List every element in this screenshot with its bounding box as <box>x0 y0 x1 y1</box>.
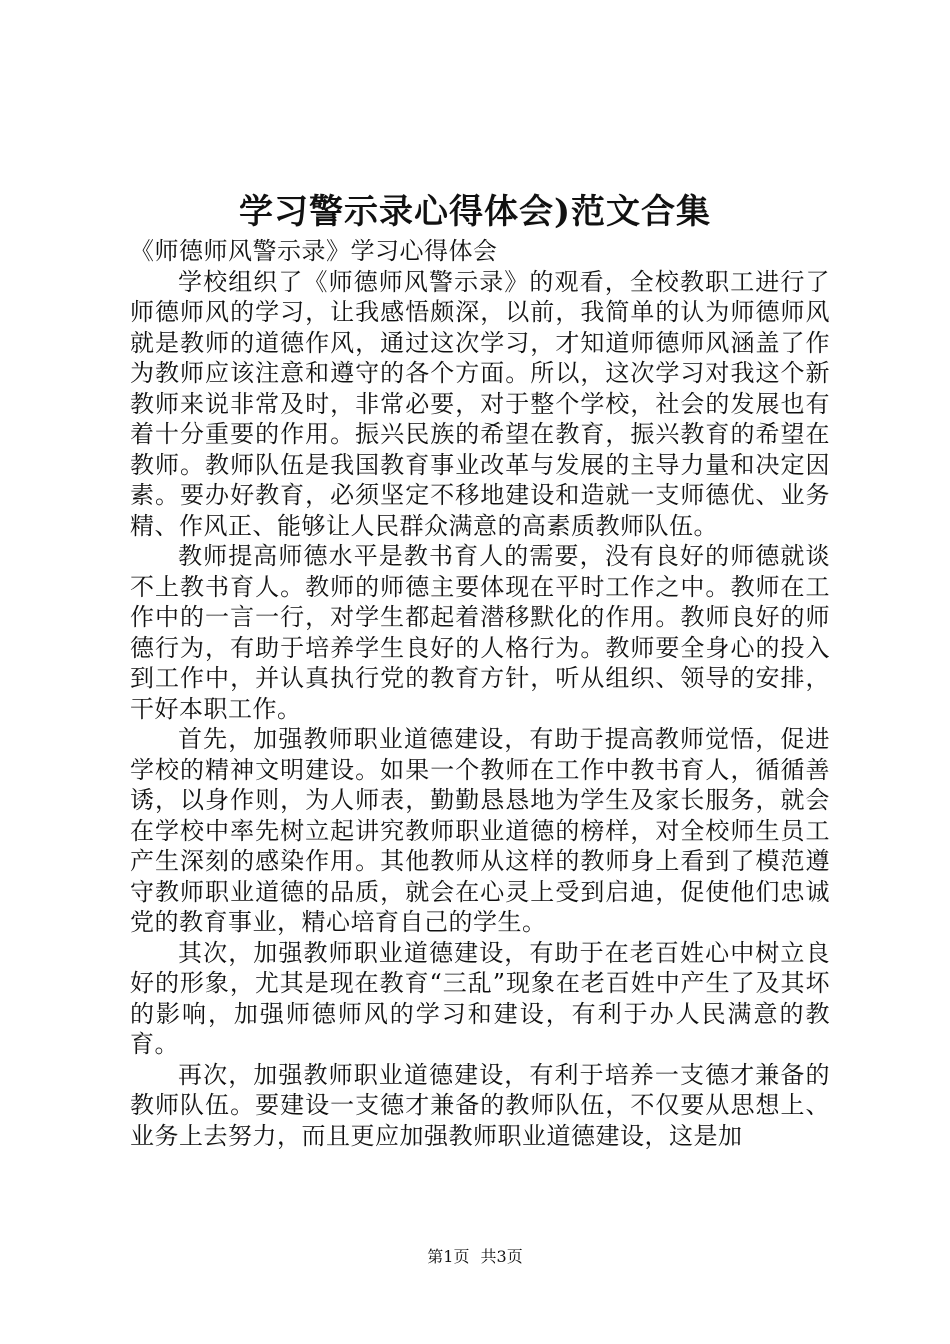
paragraph: 再次，加强教师职业道德建设，有利于培养一支德才兼备的教师队伍。要建设一支德才兼备的教师队伍，不仅要从思想上、业务上去努力，而且更应加强教师职业道德建设，这是加 <box>130 1060 830 1150</box>
page-number: 第1页 <box>427 1247 470 1266</box>
document-subtitle: 《师德师风警示录》学习心得体会 <box>130 237 498 265</box>
paragraph: 其次，加强教师职业道德建设，有助于在老百姓心中树立良好的形象，尤其是现在教育“三乱”现象在老百姓中产生了及其坏的影响，加强师德师风的学习和建设，有利于办人民满意的教育。 <box>130 938 830 1058</box>
page-footer <box>0 1244 950 1267</box>
paragraph: 首先，加强教师职业道德建设，有助于提高教师觉悟，促进学校的精神文明建设。如果一个教师在工作中教书育人，循循善诱，以身作则，为人师表，勤勤恳恳地为学生及家长服务，就会在学校中率先树立起讲究教师职业道德的榜样，对全校师生员工产生深刻的感染作用。其他教师从这样的教师身上看到了模范遵守教师职业道德的品质，就会在心灵上受到启迪，促使他们忠诚党的教育事业，精心培育自己的学生。 <box>130 725 830 936</box>
page-total: 共3页 <box>480 1247 523 1266</box>
paragraph: 学校组织了《师德师风警示录》的观看，全校教职工进行了师德师风的学习，让我感悟颇深，以前，我简单的认为师德师风就是教师的道德作风，通过这次学习，才知道师德师风涵盖了作为教师应该注意和遵守的各个方面。所以，这次学习对我这个新教师来说非常及时，非常必要，对于整个学校，社会的发展也有着十分重要的作用。振兴民族的希望在教育，振兴教育的希望在教师。教师队伍是我国教育事业改革与发展的主导力量和决定因素。要办好教育，必须坚定不移地建设和造就一支师德优、业务精、作风正、能够让人民群众满意的高素质教师队伍。 <box>130 267 830 540</box>
document-title: 学习警示录心得体会)范文合集 <box>238 192 712 232</box>
document-body <box>130 236 830 1151</box>
paragraph: 教师提高师德水平是教书育人的需要，没有良好的师德就谈不上教书育人。教师的师德主要体现在平时工作之中。教师在工作中的一言一行，对学生都起着潜移默化的作用。教师良好的师德行为，有助于培养学生良好的人格行为。教师要全身心的投入到工作中，并认真执行党的教育方针，听从组织、领导的安排，干好本职工作。 <box>130 542 830 723</box>
